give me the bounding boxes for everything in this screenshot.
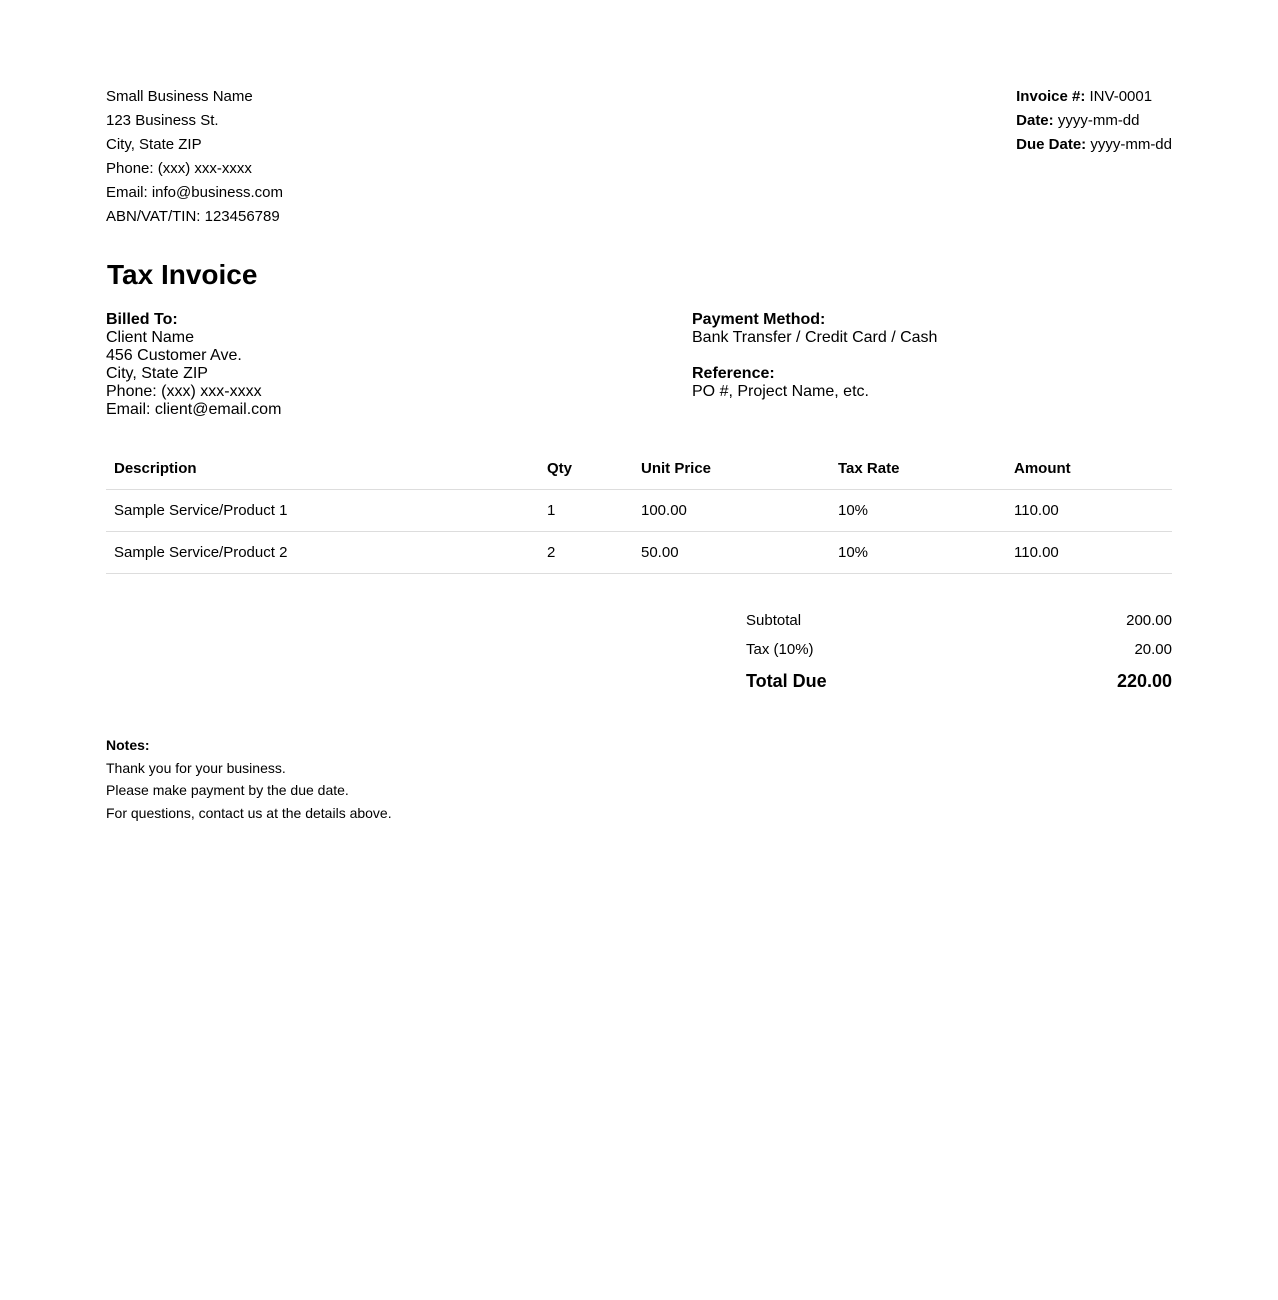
invoice-due-date-label: Due Date: [1016, 136, 1087, 153]
tax-row [746, 637, 1172, 666]
invoice-meta [1016, 85, 1172, 157]
client-name: Client Name [106, 329, 195, 346]
cell-amount: 110.00 [1006, 532, 1172, 574]
sender-details [106, 85, 283, 229]
sender-address: 123 Business St. [106, 112, 219, 129]
line-items-table [106, 448, 1172, 574]
sender-city: City, State ZIP [106, 136, 202, 153]
reference-heading: Reference: [692, 365, 775, 382]
table-row [106, 490, 1172, 532]
client-phone: Phone: (xxx) xxx-xxxx [106, 383, 262, 400]
invoice-due-date [1016, 133, 1172, 157]
sender-email: Email: info@business.com [106, 184, 283, 201]
column-header-unit-price: Unit Price [633, 448, 830, 490]
cell-tax-rate: 10% [830, 532, 1006, 574]
cell-description: Sample Service/Product 2 [106, 532, 539, 574]
subtotal-label: Subtotal [746, 612, 802, 629]
tax-label: Tax (10%) [746, 641, 814, 658]
payment-details [692, 311, 937, 401]
page-title: Tax Invoice [107, 259, 258, 290]
billed-to [106, 311, 281, 419]
cell-qty: 2 [539, 532, 633, 574]
invoice-number [1016, 85, 1172, 109]
total-due-label: Total Due [746, 671, 827, 691]
sender-phone: Phone: (xxx) xxx-xxxx [106, 160, 252, 177]
column-header-description: Description [106, 448, 539, 490]
invoice-number-label: Invoice #: [1016, 88, 1086, 105]
invoice-date [1016, 109, 1172, 133]
cell-tax-rate: 10% [830, 490, 1006, 532]
cell-qty: 1 [539, 490, 633, 532]
notes-line: Please make payment by the due date. [106, 782, 349, 798]
totals-summary [746, 608, 1172, 698]
client-city: City, State ZIP [106, 365, 208, 382]
client-email: Email: client@email.com [106, 401, 282, 418]
subtotal-value: 200.00 [1126, 612, 1172, 629]
billed-to-heading: Billed To: [106, 311, 178, 328]
column-header-amount: Amount [1006, 448, 1172, 490]
table-header-row [106, 448, 1172, 490]
total-due-value: 220.00 [1116, 671, 1172, 691]
invoice-number-value: INV-0001 [1089, 88, 1153, 105]
column-header-tax-rate: Tax Rate [830, 448, 1006, 490]
payment-method-value: Bank Transfer / Credit Card / Cash [692, 329, 938, 346]
cell-unit-price: 50.00 [633, 532, 830, 574]
total-due-row [746, 666, 1172, 698]
notes-line: Thank you for your business. [106, 759, 286, 776]
invoice-due-date-value: yyyy-mm-dd [1090, 136, 1172, 153]
sender-name: Small Business Name [106, 88, 253, 105]
notes-section [106, 734, 392, 824]
table-row [106, 532, 1172, 574]
notes-heading: Notes: [106, 737, 150, 753]
notes-line: For questions, contact us at the details above. [106, 804, 392, 821]
payment-spacer [692, 347, 937, 365]
cell-unit-price: 100.00 [633, 490, 830, 532]
cell-amount: 110.00 [1006, 490, 1172, 532]
invoice-date-label: Date: [1016, 112, 1054, 129]
column-header-qty: Qty [539, 448, 633, 490]
sender-tax-id: ABN/VAT/TIN: 123456789 [106, 208, 280, 225]
subtotal-row [746, 608, 1172, 637]
cell-description: Sample Service/Product 1 [106, 490, 539, 532]
client-address: 456 Customer Ave. [106, 347, 242, 364]
tax-value: 20.00 [1134, 641, 1172, 658]
reference-value: PO #, Project Name, etc. [692, 383, 869, 400]
invoice-date-value: yyyy-mm-dd [1057, 112, 1140, 129]
payment-method-heading: Payment Method: [692, 311, 826, 328]
